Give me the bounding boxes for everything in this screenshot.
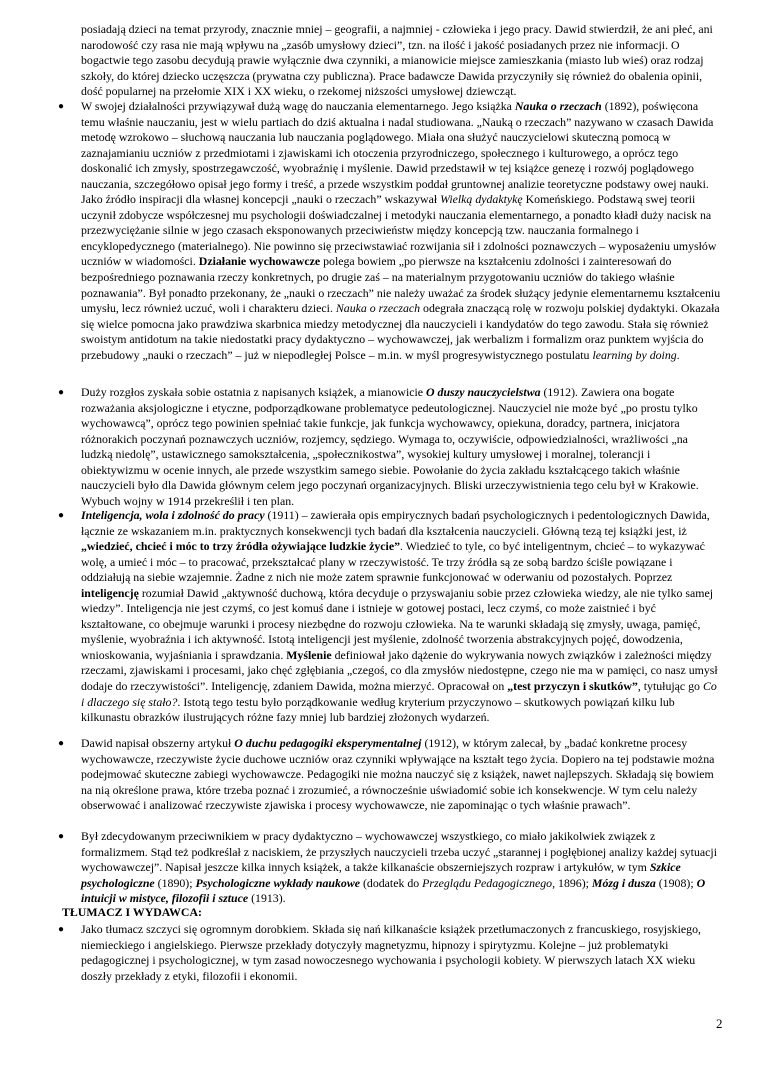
bold-term: Działanie wychowawcze xyxy=(198,254,321,269)
bullet-icon: ● xyxy=(58,738,65,749)
quote-term: learning by doing xyxy=(592,347,677,362)
paragraph-o-duchu-pedagogiki: Dawid napisał obszerny artykuł O duchu pedagogiki eksperymentalnej (1912), w którym zalecał, by „badać konkretne procesy wychowawcze, rzeczywiste życie duchowe uczniów oraz czynniki wpływające na kształt tego życia. Dopiero na tej podstawie można podejmować skuteczne zabiegi wychowawcze. Pedagogiki nie można nauczyć się z książek, nawet najlepszych. Składają się bowiem na nią określone prawa, które trzeba poznać i zrozumieć, a równocześnie uświadomić sobie ich konsekwencje. W tym celu należy obserwować i analizować rzeczywiste zjawiska i procesy wychowawcze, nie zapominając o tych właśnie prawach”. xyxy=(81,736,715,813)
book-title: O intuicji w mistyce, filozofii i sztuce xyxy=(81,875,706,906)
section-heading: TŁUMACZ I WYDAWCA: xyxy=(62,905,202,919)
page-number: 2 xyxy=(716,1016,723,1031)
book-title: Nauka o rzeczach xyxy=(514,99,602,113)
bold-quote: „wiedzieć, chcieć i móc to trzy źródła ożywiające ludzkie życie” xyxy=(81,539,401,554)
book-title: Szkice psychologiczne xyxy=(81,860,681,890)
article-title: O duchu pedagogiki eksperymentalnej xyxy=(234,736,422,750)
paragraph-o-duszy-nauczycielstwa: Duży rozgłos zyskała sobie ostatnia z napisanych książek, a mianowicie O duszy nauczycielstwa (1912). Zawiera ona bogate rozważania aksjologiczne i etyczne, podporządkowane problematyce pedeutologicznej. Nauczyciel nie może być „po prostu tylko wychowawcą”, oprócz tego powinien spełniać takie funkcje, jak funkcja wychowawcy, opiekuna, doradcy, partnera, inicjatora różnorakich poczynań poznawczych uczniów, rozjemcy, sędziego. Wymaga to, oczywiście, odpowiedzialności, wrażliwości „na ludzką niedolę”, ustawicznego samokształcenia, „społecznikostwa”, wysokiej kultury umysłowej i moralnej, tolerancji i obiektywizmu w ocenie innych, ale przede wszystkim samego siebie. Powołanie do życia zakładu kształcącego takich właśnie nauczycieli było dla Dawida głównym celem jego poczynań organizacyjnych. Bliski urzeczywistnienia tego celu był w Krakowie. Wybuch wojny w 1914 przekreślił i ten plan. xyxy=(81,385,699,508)
bullet-icon: ● xyxy=(58,101,65,112)
bullet-icon: ● xyxy=(58,387,65,398)
paragraph-nauka-o-rzeczach: W swojej działalności przywiązywał dużą wagę do nauczania elementarnego. Jego książka Nauka o rzeczach (1892), poświęcona temu właśnie nauczaniu, jest w wielu partiach do dziś aktualna i nadal studiowana. „Nauką o rzeczach” nazywano w czasach Dawida metodę wzrokowo – słuchową nauczania lub nauczania poglądowego. Miała ona służyć nauczycielowi skuteczną pomocą w zaznajamianiu uczniów z przedmiotami i zjawiskami ich otoczenia przyrodniczego, społecznego i kulturowego, a oprócz tego doskonalić ich zmysły, spostrzegawczość, wyobraźnię i myślenie. Dawid przedstawił w tej książce genezę i rozwój poglądowego nauczania, szczegółowo opisał jego formy i treść, a przede wszystkim poddał gruntownej analizie teoretyczne podstawy owej nauki. Jako źródło inspiracji dla własnej koncepcji „nauki o rzeczach” wskazywał Wielką dydaktykę Komeńskiego. Podstawą swej teorii uczynił zdobycze współczesnej mu psychologii doświadczalnej i metodyki nauczania elementarnego, a ponadto kładł duży nacisk na przezwyciężanie silnie w jego czasach eksponowanych przeciwieństw między koncepcją tzw. nauczania formalnego i encyklopedycznego (materialnego). Nie powinno się przeciwstawiać rozwijania sił i zdolności poznawczych – wyposażeniu umysłów uczniów w wiadomości. Działanie wychowawcze polega bowiem „po pierwsze na kształceniu zdolności i zainteresowań do bezpośredniego poznawania rzeczy konkretnych, po drugie zaś – na materialnym przygotowaniu uczniów do takiego właśnie poznawania”. Był ponadto przekonany, że „nauki o rzeczach” nie należy uważać za środek służący jedynie elementarnemu kształceniu umysłu, lecz również uczuć, woli i charakteru dzieci. Nauka o rzeczach odegrała znaczącą rolę w rozwoju polskiej dydaktyki. Okazała się wielce pomocna jako prawdziwa skarbnica miedzy metodycznej dla nauczycieli i kandydatów do tego zawodu. Stała się również swoistym antidotum na takie niedostatki pracy dydaktyczno – wychowawczej, jak werbalizm i formalizm oraz punktem wyjścia do przebudowy „nauki o rzeczach” – już w niepodległej Polsce – m.in. w myśl progresywistycznego postulatu learning by doing. xyxy=(81,99,721,362)
paragraph-formalizm: Był zdecydowanym przeciwnikiem w pracy dydaktyczno – wychowawczej wszystkiego, co miało jakikolwiek związek z formalizmem. Stąd też podkreślał z naciskiem, że przyszłych nauczycieli trzeba uczyć „starannej i pogłębionej analizy każdej sytuacji wychowawczej”. Napisał jeszcze kilka innych książek, a także kilkanaście obszerniejszych rozpraw i artykułów, w tym Szkice psychologiczne (1890); Psychologiczne wykłady naukowe (dodatek do Przeglądu Pedagogicznego, 1896); Mózg i dusza (1908); O intuicji w mistyce, filozofii i sztuce (1913). xyxy=(81,829,717,906)
bullet-icon: ● xyxy=(58,510,65,521)
bold-term: „test przyczyn i skutków” xyxy=(507,679,638,694)
bullet-icon: ● xyxy=(58,924,65,935)
bold-term: Myślenie xyxy=(286,647,332,662)
paragraph-inteligencja: Inteligencja, wola i zdolność do pracy (1911) – zawierała opis empirycznych badań psychologicznych i pedentologicznych Dawida, łącznie ze wskazaniem m.in. praktycznych konsekwencji tych badań dla kształcenia nauczycieli. Główną tezą tej książki jest, iż „wiedzieć, chcieć i móc to trzy źródła ożywiające ludzkie życie”. Wiedzieć to tyle, co być inteligentnym, chcieć – to wykazywać wolę, a umieć i móc – to pracować, przekształcać plany w rzeczywistość. Te trzy źródła są ze sobą bardzo ściśle powiązane i oddziałują na siebie wzajemnie. Żadne z nich nie może zatem sprawnie funkcjonować w oderwaniu od pozostałych. Poprzez inteligencję rozumiał Dawid „aktywność duchową, która decyduje o przyswajaniu sobie przez człowieka wiedzy, ale nie tylko samej wiedzy”. Inteligencja nie jest czymś, co jest komuś dane i istnieje w gotowej postaci, lecz czymś, co może zaistnieć i być kształtowane, co obejmuje warunki i procesy niezbędne do rozwoju człowieka. Na te warunki składają się zmysły, uwaga, pamięć, myślenie, wyobraźnia i ich aktywność. Istotą inteligencji jest myślenie, zdolność tworzenia abstrakcyjnych pojęć, dowodzenia, wnioskowania, wyjaśniania i sprawdzania. Myślenie definiował jako dążenie do wykrywania nowych związków i zależności między rzeczami, zjawiskami i procesami, jako chęć zgłębiania „czegoś, co dla zmysłów niedostępne, czego nie ma w pamięci, co nasz umysł dodaje do rzeczywistości”. Inteligencję, zdaniem Dawida, można mierzyć. Opracował on „test przyczyn i skutków”, tytułując go Co i dlaczego się stało?. Istotą tego testu było porządkowanie według kryterium przyczynowo – skutkowych powiązań kilku lub kilkunastu obrazków ilustrujących różne fazy mniej lub bardziej złożonych wydarzeń. xyxy=(81,508,718,725)
book-title: Psychologiczne wykłady naukowe xyxy=(195,875,360,890)
test-title: Co i dlaczego się stało? xyxy=(81,679,717,709)
book-title: O duszy nauczycielstwa xyxy=(426,385,541,399)
book-title: Mózg i dusza xyxy=(591,875,656,890)
book-title: Wielką dydaktykę xyxy=(440,192,523,207)
paragraph-tlumacz: Jako tłumacz szczyci się ogromnym dorobkiem. Składa się nań kilkanaście książek przetłumaczonych z francuskiego, rosyjskiego, niemieckiego i angielskiego. Pierwsze przekłady dotyczyły magnetyzmu, hipnozy i spirytyzmu. Kolejne – już problematyki pedagogicznej i psychologicznej, w tym zasad nowoczesnego wychowania i psychologii kobiety. W pierwszych latach XX wieku doszły przekłady z etyki, filozofii i ekonomii. xyxy=(81,922,701,983)
bullet-icon: ● xyxy=(58,831,65,842)
intro-paragraph: posiadają dzieci na temat przyrody, znacznie mniej – geografii, a najmniej - człowieka i jego pracy. Dawid stwierdził, że ani płeć, ani narodowość czy rasa nie mają wpływu na „zasób umysłowy dzieci”, tzn. na ilość i jakość posiadanych przez nie informacji. O bogactwie tego zasobu decydują prawie wyłącznie dwa czynniki, a mianowicie miejsce zamieszkania (miasto lub wieś) oraz rodzaj szkoły, do której dziecko uczęszcza (prywatna czy publiczna). Prace badawcze Dawida przyczyniły się również do obalenia opinii, dość popularnej na przełomie XIX i XX wieku, o rzekomej niższości umysłowej dziewcząt. xyxy=(81,22,713,99)
book-title: Inteligencja, wola i zdolność do pracy xyxy=(81,508,265,522)
journal-title: Przeglądu Pedagogicznego xyxy=(422,875,553,890)
book-title: Nauka o rzeczach xyxy=(335,301,421,316)
bold-term: inteligencję xyxy=(81,585,139,600)
